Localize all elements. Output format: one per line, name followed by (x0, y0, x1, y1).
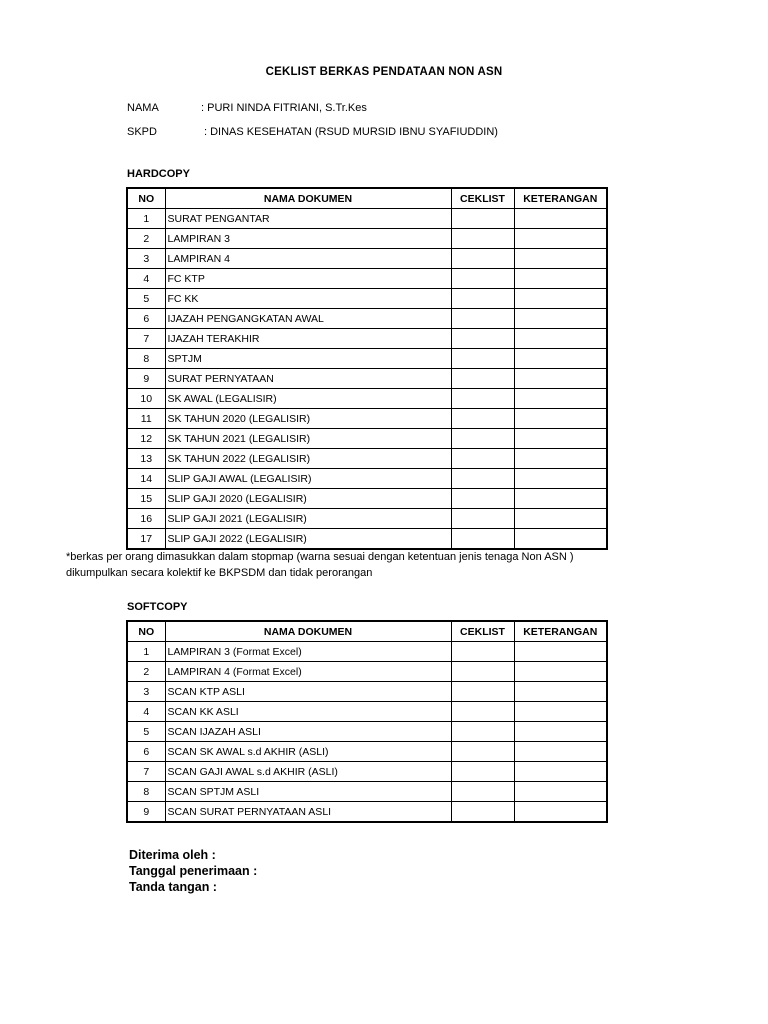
table-row (127, 469, 607, 489)
row-document-name: SCAN SK AWAL s.d AKHIR (ASLI) (165, 742, 451, 762)
keterangan-cell[interactable] (514, 209, 607, 229)
row-no: 15 (127, 489, 165, 509)
table-row (127, 722, 607, 742)
nama-label: NAMA (127, 102, 159, 114)
hardcopy-table (126, 187, 608, 550)
diterima-oleh-label: Diterima oleh : (129, 848, 216, 862)
table-row (127, 289, 607, 309)
softcopy-table (126, 620, 608, 823)
row-document-name: SURAT PENGANTAR (165, 209, 451, 229)
keterangan-cell[interactable] (514, 742, 607, 762)
row-document-name: SK AWAL (LEGALISIR) (165, 389, 451, 409)
row-document-name: SLIP GAJI 2021 (LEGALISIR) (165, 509, 451, 529)
keterangan-cell[interactable] (514, 389, 607, 409)
keterangan-cell[interactable] (514, 802, 607, 823)
table-row (127, 509, 607, 529)
keterangan-cell[interactable] (514, 249, 607, 269)
keterangan-cell[interactable] (514, 782, 607, 802)
skpd-label: SKPD (127, 126, 157, 138)
row-document-name: SPTJM (165, 349, 451, 369)
keterangan-cell[interactable] (514, 682, 607, 702)
row-no: 5 (127, 722, 165, 742)
row-no: 7 (127, 329, 165, 349)
table-row (127, 369, 607, 389)
table-row (127, 409, 607, 429)
row-no: 9 (127, 369, 165, 389)
row-document-name: SK TAHUN 2020 (LEGALISIR) (165, 409, 451, 429)
keterangan-cell[interactable] (514, 662, 607, 682)
table-row (127, 209, 607, 229)
ceklist-cell[interactable] (451, 389, 514, 409)
row-no: 8 (127, 349, 165, 369)
row-no: 17 (127, 529, 165, 550)
row-no: 6 (127, 742, 165, 762)
header-nama-dokumen: NAMA DOKUMEN (165, 621, 451, 642)
keterangan-cell[interactable] (514, 449, 607, 469)
header-nama-dokumen: NAMA DOKUMEN (165, 188, 451, 209)
table-row (127, 389, 607, 409)
table-header-row (127, 621, 607, 642)
row-document-name: IJAZAH TERAKHIR (165, 329, 451, 349)
ceklist-cell[interactable] (451, 269, 514, 289)
row-no: 10 (127, 389, 165, 409)
keterangan-cell[interactable] (514, 642, 607, 662)
row-document-name: SK TAHUN 2022 (LEGALISIR) (165, 449, 451, 469)
ceklist-cell[interactable] (451, 722, 514, 742)
row-document-name: SCAN KTP ASLI (165, 682, 451, 702)
nama-value: : PURI NINDA FITRIANI, S.Tr.Kes (201, 102, 367, 114)
table-row (127, 529, 607, 550)
row-document-name: SLIP GAJI 2022 (LEGALISIR) (165, 529, 451, 550)
row-no: 7 (127, 762, 165, 782)
row-document-name: FC KTP (165, 269, 451, 289)
tanggal-penerimaan-label: Tanggal penerimaan : (129, 864, 258, 878)
ceklist-cell[interactable] (451, 802, 514, 823)
keterangan-cell[interactable] (514, 722, 607, 742)
row-document-name: IJAZAH PENGANGKATAN AWAL (165, 309, 451, 329)
row-no: 16 (127, 509, 165, 529)
row-document-name: LAMPIRAN 3 (Format Excel) (165, 642, 451, 662)
header-no: NO (127, 621, 165, 642)
row-no: 3 (127, 249, 165, 269)
table-row (127, 662, 607, 682)
ceklist-cell[interactable] (451, 209, 514, 229)
table-row (127, 742, 607, 762)
ceklist-cell[interactable] (451, 409, 514, 429)
table-row (127, 682, 607, 702)
table-row (127, 349, 607, 369)
table-row (127, 449, 607, 469)
table-row (127, 489, 607, 509)
ceklist-cell[interactable] (451, 369, 514, 389)
row-no: 3 (127, 682, 165, 702)
keterangan-cell[interactable] (514, 469, 607, 489)
ceklist-cell[interactable] (451, 662, 514, 682)
row-no: 12 (127, 429, 165, 449)
row-document-name: FC KK (165, 289, 451, 309)
ceklist-cell[interactable] (451, 329, 514, 349)
row-document-name: SCAN SPTJM ASLI (165, 782, 451, 802)
row-no: 4 (127, 702, 165, 722)
keterangan-cell[interactable] (514, 529, 607, 550)
note-line-2: dikumpulkan secara kolektif ke BKPSDM dan tidak perorangan (66, 567, 373, 579)
table-row (127, 642, 607, 662)
table-row (127, 229, 607, 249)
hardcopy-label: HARDCOPY (127, 168, 190, 180)
row-no: 2 (127, 662, 165, 682)
ceklist-cell[interactable] (451, 309, 514, 329)
keterangan-cell[interactable] (514, 329, 607, 349)
row-no: 6 (127, 309, 165, 329)
table-row (127, 802, 607, 823)
keterangan-cell[interactable] (514, 229, 607, 249)
row-no: 4 (127, 269, 165, 289)
ceklist-cell[interactable] (451, 702, 514, 722)
table-header-row (127, 188, 607, 209)
ceklist-cell[interactable] (451, 289, 514, 309)
row-no: 5 (127, 289, 165, 309)
row-document-name: SURAT PERNYATAAN (165, 369, 451, 389)
row-document-name: SK TAHUN 2021 (LEGALISIR) (165, 429, 451, 449)
softcopy-label: SOFTCOPY (127, 601, 188, 613)
row-document-name: SCAN IJAZAH ASLI (165, 722, 451, 742)
header-ceklist: CEKLIST (451, 188, 514, 209)
keterangan-cell[interactable] (514, 349, 607, 369)
ceklist-cell[interactable] (451, 642, 514, 662)
row-no: 9 (127, 802, 165, 823)
ceklist-cell[interactable] (451, 509, 514, 529)
ceklist-cell[interactable] (451, 449, 514, 469)
table-row (127, 762, 607, 782)
row-document-name: SLIP GAJI 2020 (LEGALISIR) (165, 489, 451, 509)
table-row (127, 309, 607, 329)
table-row (127, 269, 607, 289)
row-no: 1 (127, 209, 165, 229)
ceklist-cell[interactable] (451, 489, 514, 509)
note-line-1: *berkas per orang dimasukkan dalam stopmap (warna sesuai dengan ketentuan jenis tenaga Non ASN ) (66, 551, 574, 563)
row-no: 11 (127, 409, 165, 429)
tanda-tangan-label: Tanda tangan : (129, 880, 217, 894)
row-no: 2 (127, 229, 165, 249)
ceklist-cell[interactable] (451, 429, 514, 449)
header-no: NO (127, 188, 165, 209)
ceklist-cell[interactable] (451, 529, 514, 550)
keterangan-cell[interactable] (514, 409, 607, 429)
table-row (127, 702, 607, 722)
document-title: CEKLIST BERKAS PENDATAAN NON ASN (265, 66, 503, 78)
row-no: 1 (127, 642, 165, 662)
row-document-name: SCAN GAJI AWAL s.d AKHIR (ASLI) (165, 762, 451, 782)
table-row (127, 249, 607, 269)
keterangan-cell[interactable] (514, 762, 607, 782)
keterangan-cell[interactable] (514, 509, 607, 529)
table-row (127, 782, 607, 802)
keterangan-cell[interactable] (514, 702, 607, 722)
table-row (127, 329, 607, 349)
header-keterangan: KETERANGAN (514, 188, 607, 209)
keterangan-cell[interactable] (514, 429, 607, 449)
row-document-name: LAMPIRAN 4 (165, 249, 451, 269)
row-document-name: SCAN SURAT PERNYATAAN ASLI (165, 802, 451, 823)
row-no: 8 (127, 782, 165, 802)
row-no: 13 (127, 449, 165, 469)
keterangan-cell[interactable] (514, 489, 607, 509)
row-document-name: SCAN KK ASLI (165, 702, 451, 722)
header-ceklist: CEKLIST (451, 621, 514, 642)
ceklist-cell[interactable] (451, 682, 514, 702)
ceklist-cell[interactable] (451, 229, 514, 249)
ceklist-cell[interactable] (451, 782, 514, 802)
header-keterangan: KETERANGAN (514, 621, 607, 642)
keterangan-cell[interactable] (514, 289, 607, 309)
ceklist-cell[interactable] (451, 249, 514, 269)
ceklist-cell[interactable] (451, 762, 514, 782)
row-document-name: SLIP GAJI AWAL (LEGALISIR) (165, 469, 451, 489)
keterangan-cell[interactable] (514, 369, 607, 389)
keterangan-cell[interactable] (514, 269, 607, 289)
ceklist-cell[interactable] (451, 349, 514, 369)
ceklist-cell[interactable] (451, 469, 514, 489)
keterangan-cell[interactable] (514, 309, 607, 329)
ceklist-cell[interactable] (451, 742, 514, 762)
row-document-name: LAMPIRAN 4 (Format Excel) (165, 662, 451, 682)
row-document-name: LAMPIRAN 3 (165, 229, 451, 249)
row-no: 14 (127, 469, 165, 489)
skpd-value: : DINAS KESEHATAN (RSUD MURSID IBNU SYAFIUDDIN) (204, 126, 498, 138)
table-row (127, 429, 607, 449)
